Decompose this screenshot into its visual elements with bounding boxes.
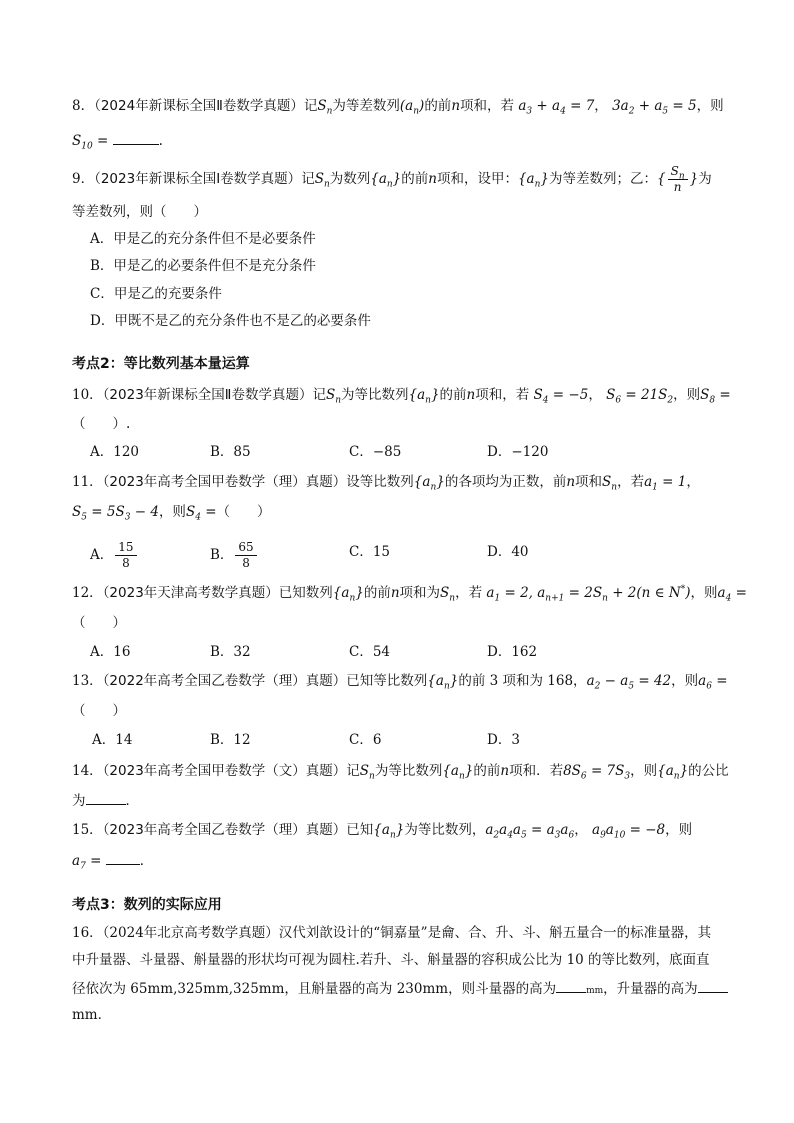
question-11-line2: $S_5 = 5S_3 - 4$，则$S_4$ =（ ） [72, 504, 271, 523]
question-16-line1: 16．（2024年北京高考数学真题）汉代刘歆设计的“铜嘉量”是龠、合、升、斗、斛五量合一的标准量器，其 [72, 925, 712, 941]
option-c[interactable]: C．甲是乙的充要条件 [90, 286, 222, 302]
question-16-line4: mm． [72, 1007, 112, 1023]
question-13: 13．（2022年高考全国乙卷数学（理）真题）已知等比数列$\{a_n\}$的前 3 项和为 168，$a_2 - a_5 = 42$，则$a_6$ = [72, 673, 728, 692]
option-a[interactable]: A． $\frac{15}{8}$ [90, 540, 139, 571]
question-16-line2: 中升量器、斗量器、斛量器的形状均可视为圆柱.若升、斗、斛量器的容积成公比为 10 的等比数列，底面直 [72, 952, 710, 968]
option-b[interactable]: B．32 [210, 644, 251, 660]
option-b[interactable]: B． $\frac{65}{8}$ [210, 540, 259, 571]
answer-blank[interactable] [556, 978, 586, 993]
option-b[interactable]: B．甲是乙的必要条件但不是充分条件 [90, 258, 316, 274]
section-heading-3: 考点3：数列的实际应用 [72, 897, 222, 913]
question-14: 14．（2023年高考全国甲卷数学（文）真题）记$S_n$为等比数列$\{a_n\}$的前n项和．若$8S_6 = 7S_3$，则$\{a_n\}$的公比 [72, 763, 729, 782]
question-9-line2: 等差数列，则（ ） [72, 204, 207, 220]
question-16-line3: 径依次为 65mm,325mm,325mm，且斛量器的高为 230mm，则斗量器的高为 mm，升量器的高为 [72, 978, 728, 1001]
question-11: 11．（2023年高考全国甲卷数学（理）真题）设等比数列$\{a_n\}$的各项均为正数，前n项和$S_n$，若$a_1 = 1$， [72, 474, 700, 493]
option-d[interactable]: D．40 [487, 544, 529, 560]
answer-blank[interactable] [698, 978, 728, 993]
option-a[interactable]: A．16 [90, 644, 131, 660]
section-heading-2: 考点2：等比数列基本量运算 [72, 356, 250, 372]
option-d[interactable]: D．甲既不是乙的充分条件也不是乙的必要条件 [90, 313, 371, 329]
option-a[interactable]: A．14 [92, 732, 133, 748]
question-14-line2: 为 ． [72, 790, 139, 811]
option-b[interactable]: B．12 [210, 732, 251, 748]
option-a[interactable]: A．甲是乙的充分条件但不是必要条件 [90, 231, 316, 247]
question-13-line2: （ ） [72, 703, 126, 719]
answer-blank[interactable] [86, 790, 126, 805]
answer-blank[interactable] [113, 130, 159, 145]
option-d[interactable]: D．−120 [487, 444, 549, 460]
question-12-line2: （ ） [72, 615, 126, 631]
question-8-line2: $S_{10}$ = . [72, 130, 163, 151]
option-c[interactable]: C．6 [349, 732, 382, 748]
question-10-line2: （ ）. [72, 416, 131, 432]
question-15: 15．（2023年高考全国乙卷数学（理）真题）已知$\{a_n\}$为等比数列，$a_2a_4a_5 = a_3a_6$， $a_9a_{10} = -8$，则 [72, 822, 693, 841]
question-9: 9．（2023年新课标全国Ⅰ卷数学真题）记$S_n$为数列$\{a_n\}$的前n项和，设甲：$\{a_n\}$为等差数列；乙：{ $\frac{S_n}{n}$ }为 [72, 164, 712, 194]
option-c[interactable]: C．15 [349, 544, 391, 560]
question-15-line2: $a_7$ = ． [72, 850, 153, 871]
option-c[interactable]: C．−85 [349, 444, 402, 460]
option-c[interactable]: C．54 [349, 644, 391, 660]
question-8: 8．（2024年新课标全国Ⅱ卷数学真题）记$S_n$为等差数列$(a_n)$的前n项和，若 $a_3 + a_4 = 7$， $3a_2 + a_5 = 5$，则 [72, 98, 724, 117]
question-12: 12．（2023年天津高考数学真题）已知数列$\{a_n\}$的前n项和为$S_n$，若 $a_1 = 2$, $a_{n+1} = 2S_n + 2(n$ ∈ N*)，则$a_4$ = [72, 584, 747, 604]
option-d[interactable]: D．3 [487, 732, 520, 748]
answer-blank[interactable] [106, 850, 140, 865]
option-b[interactable]: B．85 [210, 444, 251, 460]
option-a[interactable]: A．120 [90, 444, 140, 460]
question-10: 10．（2023年新课标全国Ⅱ卷数学真题）记$S_n$为等比数列$\{a_n\}$的前n项和，若 $S_4 = -5$， $S_6 = 21S_2$，则$S_8$ = [72, 387, 731, 406]
option-d[interactable]: D．162 [487, 644, 538, 660]
